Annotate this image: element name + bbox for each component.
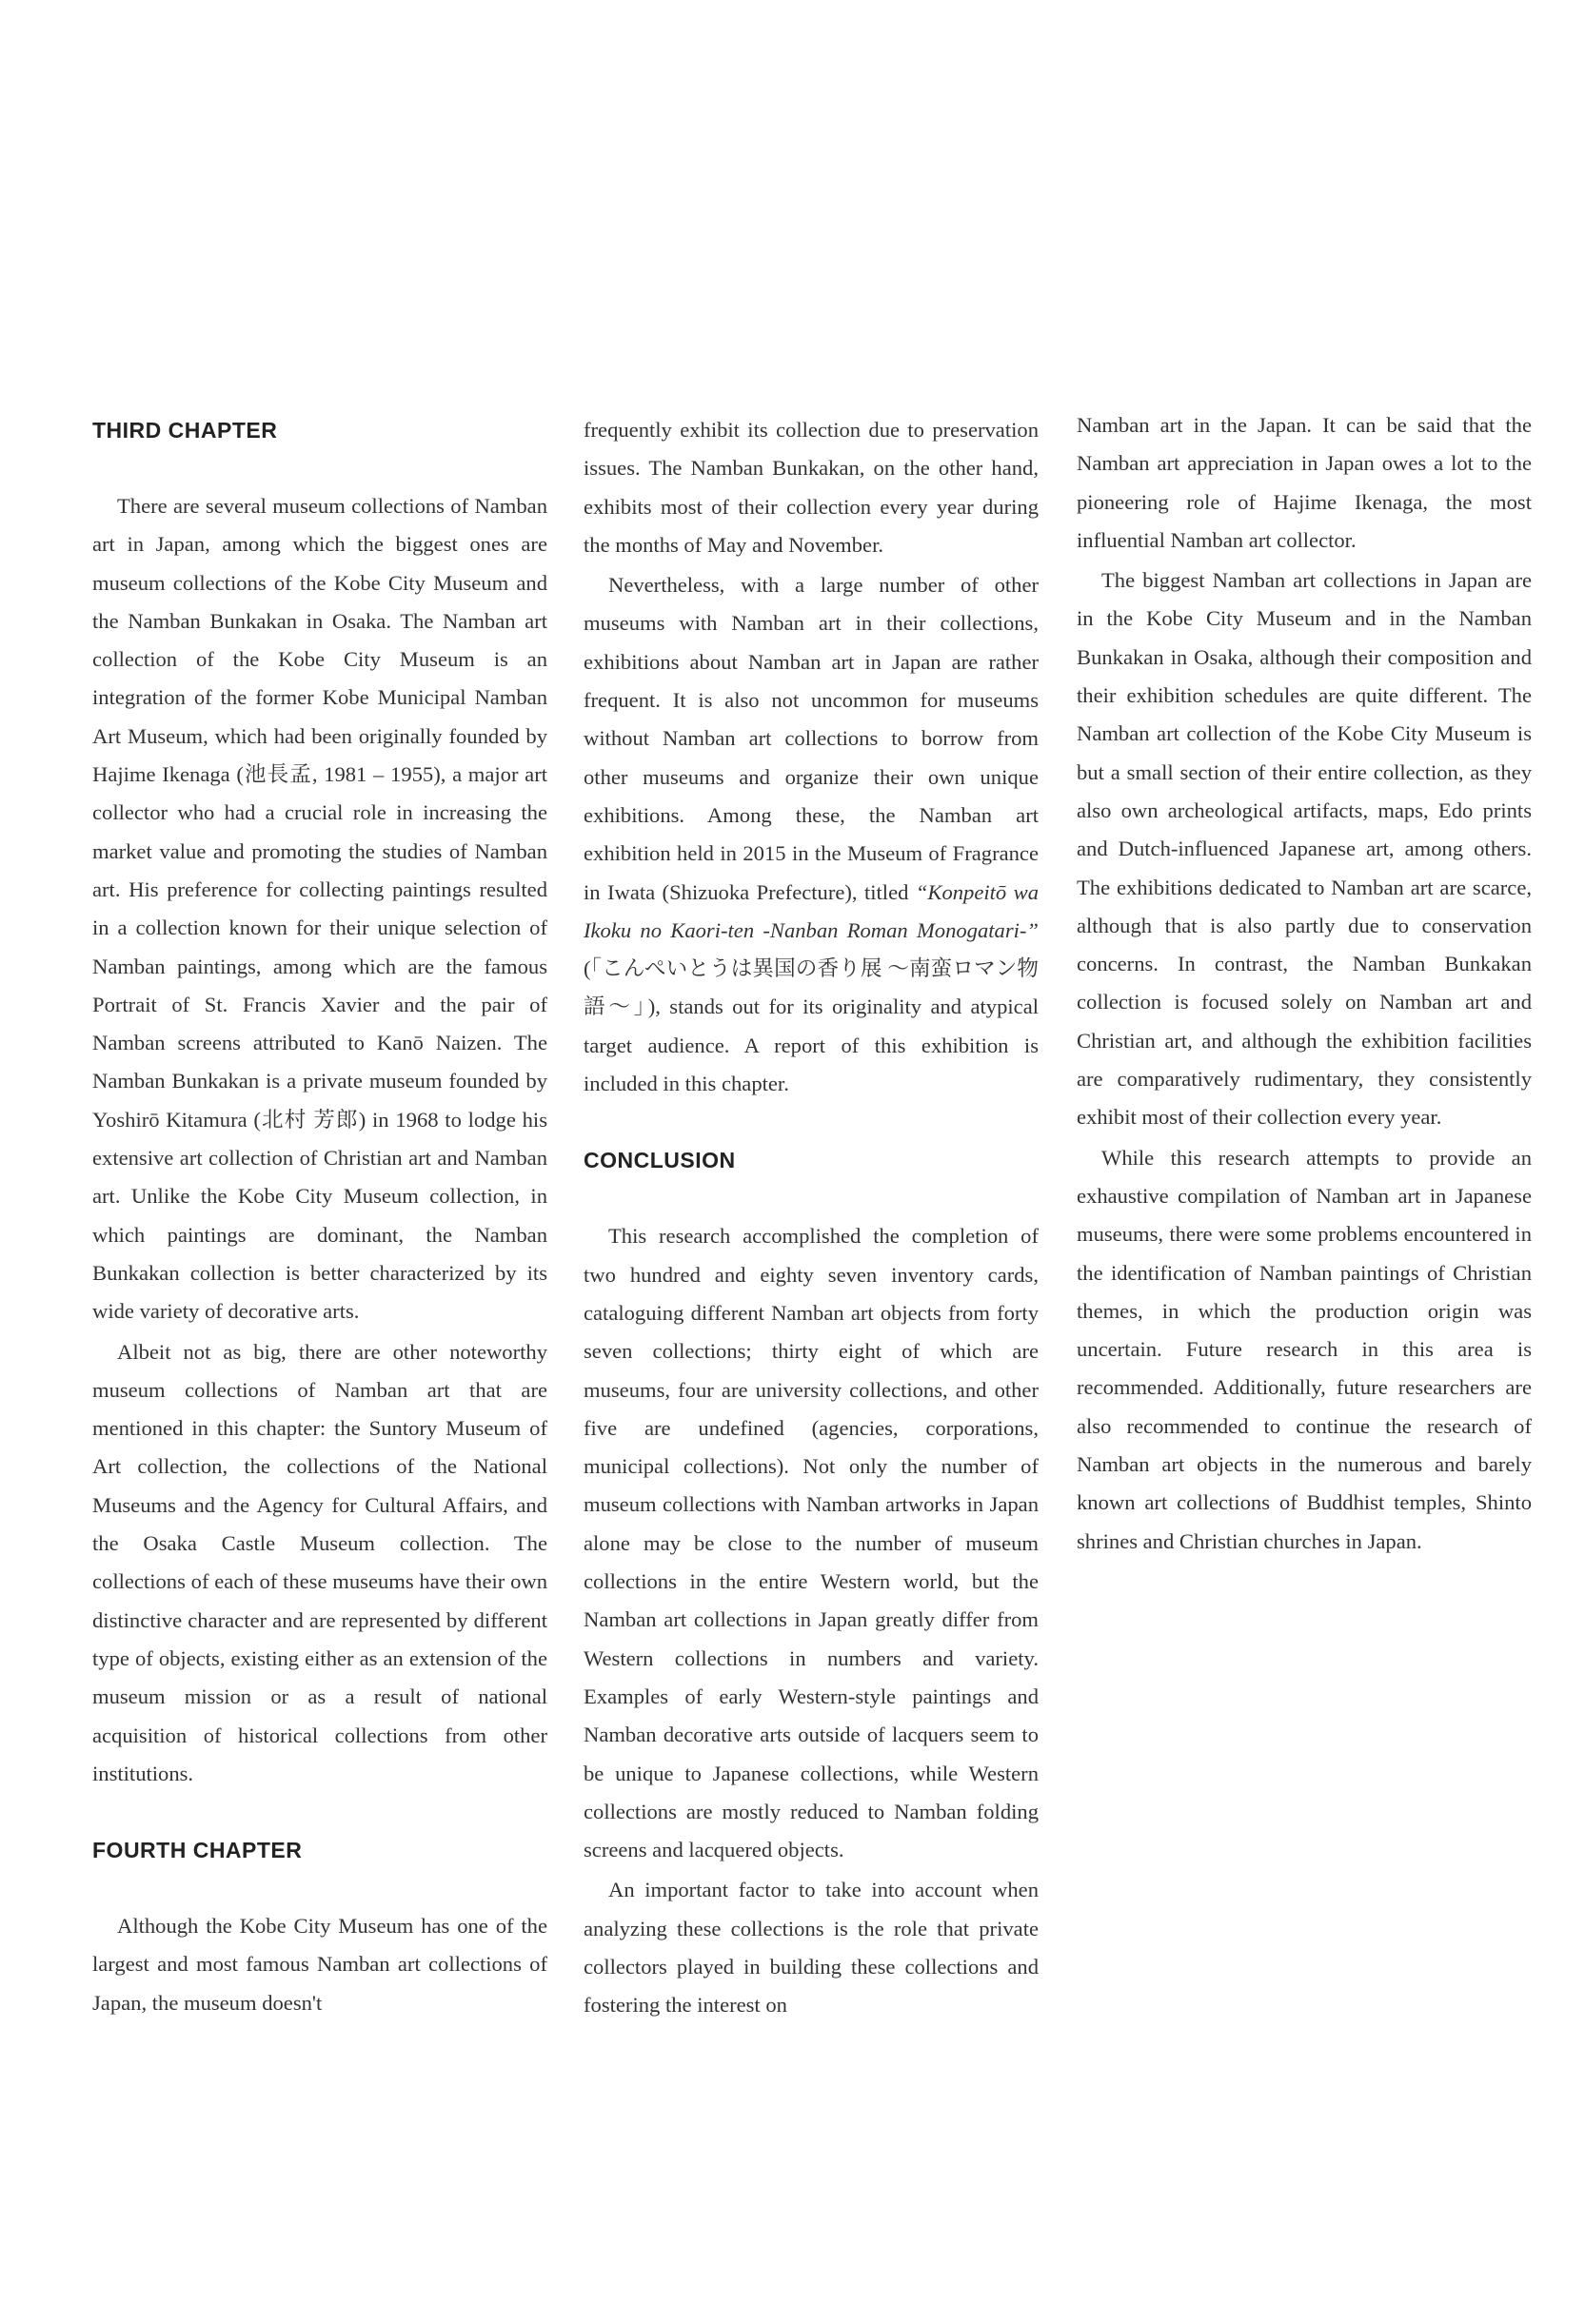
third-chapter-paragraph-1: There are several museum collections of Namban art in Japan, among which the biggest ones are museum collections of the Kobe City Museum and the Namban Bunkakan in Osaka. The Namban art collection of the Kobe City Museum is an integration of the former Kobe Municipal Namban Art Museum, which had been originally founded by Hajime Ikenaga (池長孟, 1981 – 1955), a major art collector who had a crucial role in increasing the market value and promoting the studies of Namban art. His preference for collecting paintings resulted in a collection known for their unique selection of Namban paintings, among which are the famous Portrait of St. Francis Xavier and the pair of Namban screens attributed to Kanō Naizen. The Namban Bunkakan is a private museum founded by Yoshirō Kitamura (北村 芳郎) in 1968 to lodge his extensive art collection of Christian art and Namban art. Unlike the Kobe City Museum collection, in which paintings are dominant, the Namban Bunkakan collection is better characterized by its wide variety of decorative arts. — [92, 494, 547, 1324]
fourth-chapter-paragraph-1-start: Although the Kobe City Museum has one of the largest and most famous Namban art collections of Japan, the museum doesn't — [92, 1914, 547, 2015]
exhibition-title: “Konpeitō wa Ikoku no Kaori-ten -Nanban Roman Monogatari-” — [584, 879, 1039, 942]
fourth-chapter-paragraph-2 — [584, 566, 1039, 1103]
fourth-chapter-paragraph-1-end: frequently exhibit its collection due to preservation issues. The Namban Bunkakan, on the other hand, exhibits most of their collection every year during the months of May and November. — [584, 418, 1039, 557]
conclusion-paragraph-4: While this research attempts to provide an exhaustive compilation of Namban art in Japanese museums, there were some problems encountered in the identification of Namban paintings of Christian themes, in which the production origin was uncertain. Future research in this area is recommended. Additionally, future researchers are also recommended to continue the research of Namban art objects in the numerous and barely known art collections of Buddhist temples, Shinto shrines and Christian churches in Japan. — [1077, 1145, 1532, 1553]
fourth-chapter-heading: FOURTH CHAPTER — [92, 1838, 303, 1863]
fourth-chapter-paragraph-2-text-b: (「こんぺいとうは異国の香り展 〜南蛮ロマン物語〜」), stands out for its originality and atypical target audience. A report of this exhibition is included in this chapter. — [584, 956, 1039, 1096]
conclusion-paragraph-1: This research accomplished the completion of two hundred and eighty seven inventory cards, cataloguing different Namban art objects from forty seven collections; thirty eight of which are museums, four are university collections, and other five are undefined (agencies, corporations, municipal collections). Not only the number of museum collections with Namban artworks in Japan alone may be close to the number of museum collections in the entire Western world, but the Namban art collections in Japan greatly differ from Western collections in numbers and variety. Examples of early Western-style paintings and Namban decorative arts outside of lacquers seem to be unique to Japanese collections, while Western collections are mostly reduced to Namban folding screens and lacquered objects. — [584, 1224, 1039, 1862]
conclusion-paragraph-2-end: Namban art in the Japan. It can be said that the Namban art appreciation in Japan owes a lot to the pioneering role of Hajime Ikenaga, the most influential Namban art collector. — [1077, 413, 1532, 552]
conclusion-paragraph-2-start: An important factor to take into account when analyzing these collections is the role that private collectors played in building these collections and fostering the interest on — [584, 1878, 1039, 2018]
third-chapter-heading: THIRD CHAPTER — [92, 418, 278, 443]
conclusion-paragraph-3: The biggest Namban art collections in Japan are in the Kobe City Museum and in the Namban Bunkakan in Osaka, although their composition and their exhibition schedules are quite different. The Namban art collection of the Kobe City Museum is but a small section of their entire collection, as they also own archeological artifacts, maps, Edo prints and Dutch-influenced Japanese art, among others. The exhibitions dedicated to Namban art are scarce, although that is also partly due to conservation concerns. In contrast, the Namban Bunkakan collection is focused solely on Namban art and Christian art, and although the exhibition facilities are comparatively rudimentary, they consistently exhibit most of their collection every year. — [1077, 568, 1532, 1130]
column-right — [1077, 406, 1532, 1561]
conclusion-heading: CONCLUSION — [584, 1148, 736, 1173]
third-chapter-paragraph-2: Albeit not as big, there are other noteworthy museum collections of Namban art that are mentioned in this chapter: the Suntory Museum of Art collection, the collections of the National Museums and the Agency for Cultural Affairs, and the Osaka Castle Museum collection. The collections of each of these museums have their own distinctive character and are represented by different type of objects, existing either as an extension of the museum mission or as a result of national acquisition of historical collections from other institutions. — [92, 1339, 547, 1785]
column-left — [92, 411, 547, 2022]
column-middle — [584, 411, 1039, 2025]
fourth-chapter-paragraph-2-text-a: Nevertheless, with a large number of other museums with Namban art in their collections, exhibitions about Namban art in Japan are rather frequent. It is also not uncommon for museums without Namban art collections to borrow from other museums and organize their own unique exhibitions. Among these, the Namban art exhibition held in 2015 in the Museum of Fragrance in Iwata (Shizuoka Prefecture), titled — [584, 573, 1039, 904]
